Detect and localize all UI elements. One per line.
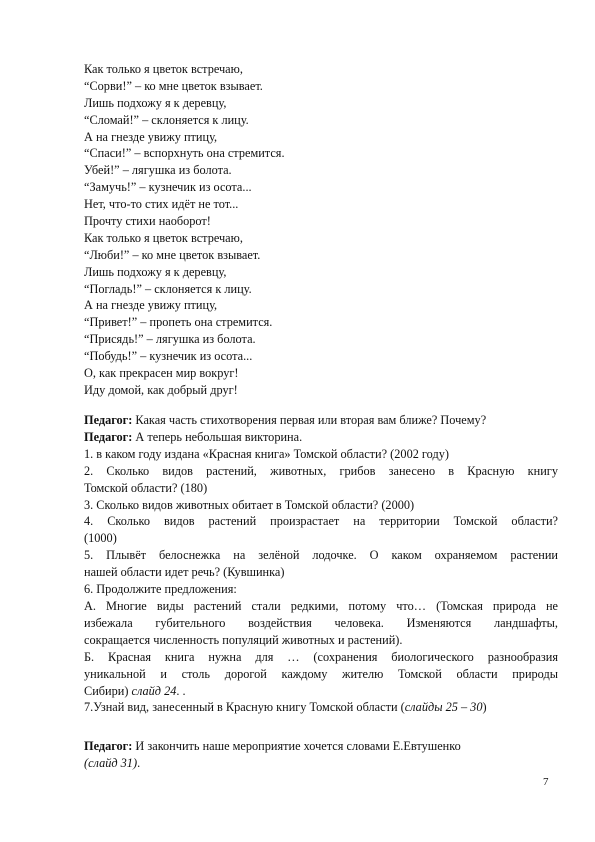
closing-remark <box>84 738 558 772</box>
poem-line: А на гнезде увижу птицу, <box>84 129 218 144</box>
poem-line: Прочту стихи наоборот! <box>84 214 211 229</box>
teacher-question-text: А теперь небольшая викторина. <box>132 429 303 444</box>
quiz-question-7 <box>84 699 558 716</box>
poem-line: Убей!” – лягушка из болота. <box>84 163 232 178</box>
quiz-answer-6a-line2: избежала губительного воздействия человека. Изменяются ландшафты, <box>84 615 558 630</box>
poem <box>84 61 558 399</box>
quiz-question-2-line2: Томской области? (180) <box>84 480 208 495</box>
slide-reference: слайды 25 – 30 <box>404 700 483 715</box>
closing-text: И закончить наше мероприятие хочется словами Е.Евтушенко <box>132 739 461 753</box>
poem-line: Как только я цветок встречаю, <box>84 230 243 245</box>
poem-line: О, как прекрасен мир вокруг! <box>84 366 239 381</box>
poem-line: “Привет!” – пропеть она стремится. <box>84 315 273 330</box>
poem-line: “Погладь!” – склоняется к лицу. <box>84 281 252 296</box>
quiz-question-4-line2: (1000) <box>84 531 117 546</box>
teacher-question <box>84 412 558 429</box>
poem-line: А на гнезде увижу птицу, <box>84 298 218 313</box>
quiz-answer-6a-line1: А. Многие виды растений стали редкими, потому что… (Томская природа не <box>84 598 558 613</box>
teacher-question-text: Какая часть стихотворения первая или вторая вам ближе? Почему? <box>132 413 487 427</box>
poem-line: “Замучь!” – кузнечик из осота... <box>84 180 252 195</box>
quiz-question-5-line1: 5. Плывёт белоснежка на зелёной лодочке. О каком охраняемом растении <box>84 548 558 563</box>
poem-line: “Побудь!” – кузнечик из осота... <box>84 349 253 364</box>
quiz-question-5-line2: нашей области идет речь? (Кувшинка) <box>84 565 285 580</box>
closing-end: . <box>137 755 141 770</box>
poem-line: Иду домой, как добрый друг! <box>84 382 238 397</box>
quiz-answer-6b-line2: уникальной и столь дорогой каждому жителю Томской области природы <box>84 666 558 681</box>
teacher-label: Педагог: <box>84 739 133 753</box>
poem-line: “Присядь!” – лягушка из болота. <box>84 332 256 347</box>
quiz-question-2-line1: 2. Сколько видов растений, животных, грибов занесено в Красную книгу <box>84 463 558 478</box>
quiz-answer-6b-line3 <box>84 683 558 700</box>
teacher-label: Педагог: <box>84 429 133 444</box>
answer-end: . . <box>176 683 186 698</box>
poem-line: “Люби!” – ко мне цветок взывает. <box>84 247 261 262</box>
closing-line-1 <box>84 738 558 755</box>
quiz-section <box>84 412 558 716</box>
slide-reference: (слайд 31) <box>84 755 138 770</box>
poem-line: “Сорви!” – ко мне цветок взывает. <box>84 78 263 93</box>
closing-line-2 <box>84 755 558 772</box>
question-text: 7.Узнай вид, занесенный в Красную книгу Томской области ( <box>84 700 405 715</box>
quiz-answer-6b-line1: Б. Красная книга нужна для … (сохранения биологического разнообразия <box>84 649 558 664</box>
slide-reference: слайд 24 <box>131 683 177 698</box>
teacher-label: Педагог: <box>84 413 133 427</box>
quiz-question-3: 3. Сколько видов животных обитает в Томской области? (2000) <box>84 497 415 512</box>
poem-line: “Спаси!” – вспорхнуть она стремится. <box>84 146 285 161</box>
answer-text: Сибири) <box>84 683 132 698</box>
poem-line: Нет, что-то стих идёт не тот... <box>84 197 239 212</box>
teacher-question <box>84 429 558 446</box>
quiz-question-4-line1: 4. Сколько видов растений произрастает на территории Томской области? <box>84 514 558 529</box>
poem-line: Лишь подхожу я к деревцу, <box>84 264 227 279</box>
poem-line: Лишь подхожу я к деревцу, <box>84 95 227 110</box>
question-end: ) <box>482 700 487 715</box>
quiz-answer-6a-line3: сокращается численность популяций животных и растений). <box>84 632 403 647</box>
poem-line: Как только я цветок встречаю, <box>84 62 243 76</box>
page-number: 7 <box>543 776 549 788</box>
poem-line: “Сломай!” – склоняется к лицу. <box>84 112 249 127</box>
quiz-question-6-title: 6. Продолжите предложения: <box>84 582 237 597</box>
quiz-question-1: 1. в каком году издана «Красная книга» Томской области? (2002 году) <box>84 446 449 461</box>
